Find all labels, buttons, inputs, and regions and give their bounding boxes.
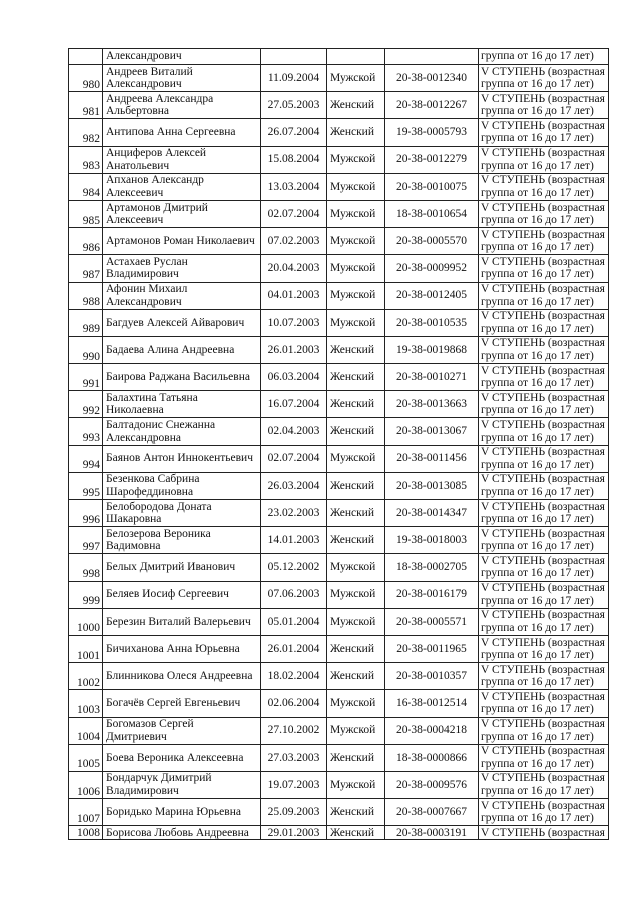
- gender: Мужской: [327, 200, 385, 227]
- uin-id: 20-38-0016179: [385, 581, 479, 608]
- level-group: [479, 418, 609, 445]
- level-line-1: V СТУПЕНЬ (возрастная: [481, 527, 605, 540]
- level-line-1: V СТУПЕНЬ (возрастная: [481, 283, 605, 296]
- table-row: [69, 799, 609, 826]
- uin-id: 20-38-0010271: [385, 364, 479, 391]
- table-row: [69, 418, 609, 445]
- gender: Мужской: [327, 690, 385, 717]
- level-line-1: V СТУПЕНЬ (возрастная: [481, 473, 605, 486]
- level-group: [479, 717, 609, 744]
- uin-id: 19-38-0018003: [385, 527, 479, 554]
- level-line-1: V СТУПЕНЬ (возрастная: [481, 609, 605, 622]
- table-row: [69, 581, 609, 608]
- gender: Женский: [327, 826, 385, 840]
- uin-id: 20-38-0011456: [385, 445, 479, 472]
- row-number: 984: [69, 173, 103, 200]
- level-line-2: группа от 16 до 17 лет): [481, 105, 594, 118]
- person-name: Боридько Марина Юрьевна: [103, 799, 261, 826]
- uin-id: 18-38-0010654: [385, 200, 479, 227]
- person-name: Богомазов Сергей Дмитриевич: [103, 717, 261, 744]
- uin-id: 20-38-0010535: [385, 309, 479, 336]
- level-line-2: группа от 16 до 17 лет): [481, 812, 594, 825]
- level-line-1: V СТУПЕНЬ (возрастная: [481, 255, 605, 268]
- level-line-1: V СТУПЕНЬ (возрастная: [481, 745, 605, 758]
- level-line-2: группа от 16 до 17 лет): [481, 159, 594, 172]
- level-group: [479, 309, 609, 336]
- level-line-1: V СТУПЕНЬ (возрастная: [481, 147, 605, 160]
- row-number: 1005: [69, 744, 103, 771]
- birth-date: 29.01.2003: [261, 826, 327, 840]
- uin-id: 20-38-0013085: [385, 472, 479, 499]
- uin-id: 20-38-0012267: [385, 92, 479, 119]
- row-number: [69, 49, 103, 65]
- gender: Мужской: [327, 255, 385, 282]
- table-row: [69, 228, 609, 255]
- gender: Женский: [327, 391, 385, 418]
- gender: Женский: [327, 527, 385, 554]
- birth-date: 26.07.2004: [261, 119, 327, 146]
- gender: [327, 49, 385, 65]
- level-line-1: V СТУПЕНЬ (возрастная: [481, 636, 605, 649]
- uin-id: 20-38-0003191: [385, 826, 479, 840]
- table-row: [69, 744, 609, 771]
- level-line-2: группа от 16 до 17 лет): [481, 513, 594, 526]
- row-number: 994: [69, 445, 103, 472]
- table-row: [69, 146, 609, 173]
- level-group: [479, 255, 609, 282]
- gender: Мужской: [327, 554, 385, 581]
- level-line-1: V СТУПЕНЬ (возрастная: [481, 65, 605, 78]
- uin-id: 19-38-0005793: [385, 119, 479, 146]
- uin-id: 20-38-0013663: [385, 391, 479, 418]
- level-group: [479, 472, 609, 499]
- level-group: [479, 771, 609, 798]
- table-row: [69, 391, 609, 418]
- registry-table: [68, 48, 609, 840]
- row-number: 1006: [69, 771, 103, 798]
- row-number: 986: [69, 228, 103, 255]
- row-number: 981: [69, 92, 103, 119]
- row-number: 999: [69, 581, 103, 608]
- birth-date: 18.02.2004: [261, 663, 327, 690]
- gender: Мужской: [327, 282, 385, 309]
- level-line-2: группа от 16 до 17 лет): [481, 757, 594, 770]
- uin-id: 20-38-0007667: [385, 799, 479, 826]
- gender: Мужской: [327, 309, 385, 336]
- uin-id: 19-38-0019868: [385, 336, 479, 363]
- birth-date: 26.03.2004: [261, 472, 327, 499]
- level-group: [479, 690, 609, 717]
- uin-id: 18-38-0000866: [385, 744, 479, 771]
- row-number: 989: [69, 309, 103, 336]
- birth-date: 27.03.2003: [261, 744, 327, 771]
- gender: Женский: [327, 364, 385, 391]
- uin-id: 20-38-0005571: [385, 608, 479, 635]
- row-number: 998: [69, 554, 103, 581]
- level-group: группа от 16 до 17 лет): [479, 49, 609, 65]
- birth-date: 26.01.2003: [261, 336, 327, 363]
- level-line-1: V СТУПЕНЬ (возрастная: [481, 174, 605, 187]
- person-name: Баирова Раджана Васильевна: [103, 364, 261, 391]
- birth-date: 06.03.2004: [261, 364, 327, 391]
- level-group: [479, 635, 609, 662]
- row-number: 996: [69, 500, 103, 527]
- level-line-1: V СТУПЕНЬ (возрастная: [481, 772, 605, 785]
- table-row: [69, 663, 609, 690]
- table-row: [69, 554, 609, 581]
- person-name: Балтадонис Снежанна Александровна: [103, 418, 261, 445]
- uin-id: 20-38-0011965: [385, 635, 479, 662]
- level-line-2: группа от 16 до 17 лет): [481, 377, 594, 390]
- person-name: Астахаев Руслан Владимирович: [103, 255, 261, 282]
- level-group: [479, 173, 609, 200]
- birth-date: 25.09.2003: [261, 799, 327, 826]
- level-line-2: группа от 16 до 17 лет): [481, 621, 594, 634]
- birth-date: 19.07.2003: [261, 771, 327, 798]
- table-row: [69, 173, 609, 200]
- level-group: [479, 581, 609, 608]
- uin-id: 20-38-0004218: [385, 717, 479, 744]
- level-line-1: V СТУПЕНЬ (возрастная: [481, 337, 605, 350]
- level-line-2: группа от 16 до 17 лет): [481, 485, 594, 498]
- row-number: 980: [69, 65, 103, 92]
- level-line-2: группа от 16 до 17 лет): [481, 214, 594, 227]
- level-group: [479, 826, 609, 840]
- uin-id: 20-38-0010357: [385, 663, 479, 690]
- table-row: [69, 826, 609, 840]
- birth-date: 20.04.2003: [261, 255, 327, 282]
- person-name: Богачёв Сергей Евгеньевич: [103, 690, 261, 717]
- person-name: Апханов Александр Алексеевич: [103, 173, 261, 200]
- person-name: Андреева Александра Альбертовна: [103, 92, 261, 119]
- birth-date: 11.09.2004: [261, 65, 327, 92]
- birth-date: 23.02.2003: [261, 500, 327, 527]
- person-name: Борисова Любовь Андреевна: [103, 826, 261, 840]
- row-number: 985: [69, 200, 103, 227]
- gender: Мужской: [327, 65, 385, 92]
- uin-id: 18-38-0002705: [385, 554, 479, 581]
- uin-id: 20-38-0009576: [385, 771, 479, 798]
- gender: Мужской: [327, 717, 385, 744]
- level-line-1: V СТУПЕНЬ (возрастная: [481, 391, 605, 404]
- level-line-1: V СТУПЕНЬ (возрастная: [481, 119, 605, 132]
- person-name: Андреев Виталий Александрович: [103, 65, 261, 92]
- level-line-1: V СТУПЕНЬ (возрастная: [481, 364, 605, 377]
- table-row: [69, 309, 609, 336]
- table-row: [69, 92, 609, 119]
- level-line-1: V СТУПЕНЬ (возрастная: [481, 554, 605, 567]
- birth-date: 27.05.2003: [261, 92, 327, 119]
- level-group: [479, 500, 609, 527]
- person-name: Анциферов Алексей Анатольевич: [103, 146, 261, 173]
- level-line-2: группа от 16 до 17 лет): [481, 431, 594, 444]
- level-line-2: группа от 16 до 17 лет): [481, 132, 594, 145]
- row-number: 1007: [69, 799, 103, 826]
- uin-id: 20-38-0012405: [385, 282, 479, 309]
- gender: Женский: [327, 119, 385, 146]
- person-name: Бичиханова Анна Юрьевна: [103, 635, 261, 662]
- row-number: 987: [69, 255, 103, 282]
- person-name: Артамонов Дмитрий Алексеевич: [103, 200, 261, 227]
- birth-date: 07.06.2003: [261, 581, 327, 608]
- uin-id: 20-38-0010075: [385, 173, 479, 200]
- table-row: [69, 635, 609, 662]
- level-group: [479, 119, 609, 146]
- birth-date: 04.01.2003: [261, 282, 327, 309]
- uin-id: 20-38-0009952: [385, 255, 479, 282]
- table-row: [69, 200, 609, 227]
- person-name: Баянов Антон Иннокентьевич: [103, 445, 261, 472]
- gender: Женский: [327, 663, 385, 690]
- level-line-1: V СТУПЕНЬ (возрастная: [481, 228, 605, 241]
- uin-id: [385, 49, 479, 65]
- table-row: [69, 65, 609, 92]
- level-line-1: V СТУПЕНЬ (возрастная: [481, 500, 605, 513]
- uin-id: 16-38-0012514: [385, 690, 479, 717]
- gender: Женский: [327, 635, 385, 662]
- level-line-2: группа от 16 до 17 лет): [481, 594, 594, 607]
- person-name: Антипова Анна Сергеевна: [103, 119, 261, 146]
- level-line-2: группа от 16 до 17 лет): [481, 567, 594, 580]
- person-name: Белозерова Вероника Вадимовна: [103, 527, 261, 554]
- row-number: 1004: [69, 717, 103, 744]
- level-line-1: V СТУПЕНЬ (возрастная: [481, 582, 605, 595]
- person-name: Белобородова Доната Шакаровна: [103, 500, 261, 527]
- gender: Мужской: [327, 445, 385, 472]
- person-name: Бадаева Алина Андреевна: [103, 336, 261, 363]
- level-group: [479, 608, 609, 635]
- level-group: [479, 228, 609, 255]
- level-line-1: V СТУПЕНЬ (возрастная: [481, 419, 605, 432]
- person-name: Безенкова Сабрина Шарофеддиновна: [103, 472, 261, 499]
- level-line-2: группа от 16 до 17 лет): [481, 241, 594, 254]
- gender: Мужской: [327, 608, 385, 635]
- row-number: 990: [69, 336, 103, 363]
- row-number: 1001: [69, 635, 103, 662]
- table-row: [69, 119, 609, 146]
- level-line-2: группа от 16 до 17 лет): [481, 458, 594, 471]
- birth-date: 02.07.2004: [261, 445, 327, 472]
- level-group: [479, 282, 609, 309]
- gender: Мужской: [327, 771, 385, 798]
- birth-date: 16.07.2004: [261, 391, 327, 418]
- level-line-1: V СТУПЕНЬ (возрастная: [481, 718, 605, 731]
- row-number: 983: [69, 146, 103, 173]
- table-row: [69, 364, 609, 391]
- row-number: 997: [69, 527, 103, 554]
- level-line-1: V СТУПЕНЬ (возрастная: [481, 663, 605, 676]
- birth-date: 02.04.2003: [261, 418, 327, 445]
- table-row: [69, 608, 609, 635]
- level-line-2: группа от 16 до 17 лет): [481, 676, 594, 689]
- level-group: [479, 65, 609, 92]
- uin-id: 20-38-0013067: [385, 418, 479, 445]
- birth-date: 05.01.2004: [261, 608, 327, 635]
- gender: Женский: [327, 472, 385, 499]
- level-group: [479, 336, 609, 363]
- person-name: Боева Вероника Алексеевна: [103, 744, 261, 771]
- birth-date: 05.12.2002: [261, 554, 327, 581]
- table-row: [69, 336, 609, 363]
- birth-date: 15.08.2004: [261, 146, 327, 173]
- gender: Женский: [327, 92, 385, 119]
- table-row: [69, 255, 609, 282]
- gender: Женский: [327, 418, 385, 445]
- level-line-2: группа от 16 до 17 лет): [481, 730, 594, 743]
- row-number: 995: [69, 472, 103, 499]
- birth-date: 02.06.2004: [261, 690, 327, 717]
- gender: Женский: [327, 500, 385, 527]
- uin-id: 20-38-0012279: [385, 146, 479, 173]
- person-name: Александрович: [103, 49, 261, 65]
- level-group: [479, 799, 609, 826]
- level-line-1: V СТУПЕНЬ (возрастная: [481, 826, 605, 839]
- level-line-2: группа от 16 до 17 лет): [481, 540, 594, 553]
- level-group: [479, 527, 609, 554]
- birth-date: 07.02.2003: [261, 228, 327, 255]
- row-number: 1008: [69, 826, 103, 840]
- birth-date: 10.07.2003: [261, 309, 327, 336]
- level-line-1: V СТУПЕНЬ (возрастная: [481, 446, 605, 459]
- uin-id: 20-38-0012340: [385, 65, 479, 92]
- level-line-2: группа от 16 до 17 лет): [481, 78, 594, 91]
- table-row: [69, 445, 609, 472]
- table-row: [69, 49, 609, 65]
- level-line-2: группа от 16 до 17 лет): [481, 268, 594, 281]
- table-row: [69, 717, 609, 744]
- table-row: [69, 282, 609, 309]
- person-name: Багдуев Алексей Айварович: [103, 309, 261, 336]
- person-name: Блинникова Олеся Андреевна: [103, 663, 261, 690]
- birth-date: [261, 49, 327, 65]
- level-line-2: группа от 16 до 17 лет): [481, 649, 594, 662]
- level-line-2: группа от 16 до 17 лет): [481, 703, 594, 716]
- birth-date: 27.10.2002: [261, 717, 327, 744]
- level-line-1: V СТУПЕНЬ (возрастная: [481, 690, 605, 703]
- uin-id: 20-38-0005570: [385, 228, 479, 255]
- gender: Мужской: [327, 581, 385, 608]
- table-row: [69, 500, 609, 527]
- gender: Мужской: [327, 228, 385, 255]
- level-group: [479, 554, 609, 581]
- birth-date: 14.01.2003: [261, 527, 327, 554]
- level-line-2: группа от 16 до 17 лет): [481, 349, 594, 362]
- birth-date: 02.07.2004: [261, 200, 327, 227]
- row-number: 991: [69, 364, 103, 391]
- gender: Женский: [327, 336, 385, 363]
- person-name: Беляев Иосиф Сергеевич: [103, 581, 261, 608]
- level-group: [479, 364, 609, 391]
- row-number: 1003: [69, 690, 103, 717]
- level-line-2: группа от 16 до 17 лет): [481, 322, 594, 335]
- row-number: 1000: [69, 608, 103, 635]
- level-line-2: группа от 16 до 17 лет): [481, 295, 594, 308]
- level-group: [479, 146, 609, 173]
- table-row: [69, 690, 609, 717]
- person-name: Березин Виталий Валерьевич: [103, 608, 261, 635]
- table-row: [69, 472, 609, 499]
- gender: Женский: [327, 744, 385, 771]
- person-name: Бондарчук Димитрий Владимирович: [103, 771, 261, 798]
- birth-date: 13.03.2004: [261, 173, 327, 200]
- row-number: 1002: [69, 663, 103, 690]
- level-group: [479, 200, 609, 227]
- gender: Женский: [327, 799, 385, 826]
- gender: Мужской: [327, 146, 385, 173]
- person-name: Балахтина Татьяна Николаевна: [103, 391, 261, 418]
- level-group: [479, 744, 609, 771]
- level-line-2: группа от 16 до 17 лет): [481, 404, 594, 417]
- level-line-2: группа от 16 до 17 лет): [481, 186, 594, 199]
- level-group: [479, 663, 609, 690]
- person-name: Афонин Михаил Александрович: [103, 282, 261, 309]
- level-line-1: V СТУПЕНЬ (возрастная: [481, 201, 605, 214]
- level-group: [479, 92, 609, 119]
- birth-date: 26.01.2004: [261, 635, 327, 662]
- level-group: [479, 391, 609, 418]
- table-row: [69, 527, 609, 554]
- table-row: [69, 771, 609, 798]
- level-group: [479, 445, 609, 472]
- level-line-1: V СТУПЕНЬ (возрастная: [481, 799, 605, 812]
- level-line-1: V СТУПЕНЬ (возрастная: [481, 92, 605, 105]
- row-number: 988: [69, 282, 103, 309]
- gender: Мужской: [327, 173, 385, 200]
- row-number: 993: [69, 418, 103, 445]
- person-name: Артамонов Роман Николаевич: [103, 228, 261, 255]
- person-name: Белых Дмитрий Иванович: [103, 554, 261, 581]
- level-line-1: V СТУПЕНЬ (возрастная: [481, 310, 605, 323]
- row-number: 992: [69, 391, 103, 418]
- uin-id: 20-38-0014347: [385, 500, 479, 527]
- level-line-2: группа от 16 до 17 лет): [481, 784, 594, 797]
- row-number: 982: [69, 119, 103, 146]
